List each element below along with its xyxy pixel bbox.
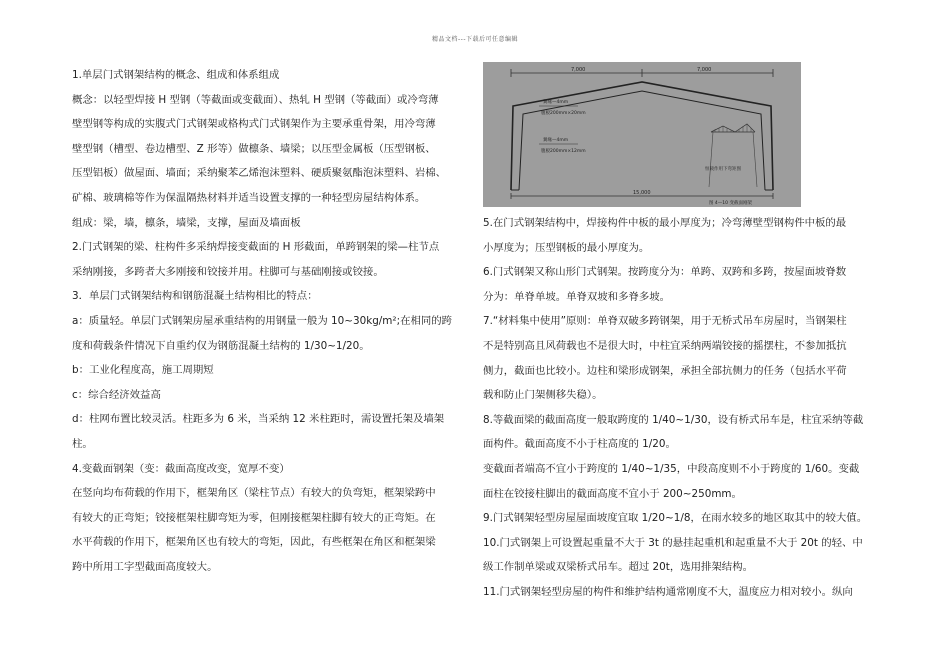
text-line: b：工业化程度高，施工周期短 [72, 364, 214, 377]
dim-top-right: 7,000 [697, 67, 712, 73]
text-line: 跨中所用工字型截面高度较大。 [72, 560, 218, 573]
web-label-2: 腹板200mm×12mm [541, 149, 586, 154]
text-line: 水平荷载的作用下，框架角区也有较大的弯矩，因此，有些框架在角区和框架梁 [72, 536, 436, 549]
text-line: 概念：以轻型焊接 H 型钢（等截面或变截面）、热轧 H 型钢（等截面）或冷弯薄 [72, 93, 439, 106]
text-line: 5.在门式钢架结构中，焊接构件中板的最小厚度为；冷弯薄壁型钢构件中板的最 [483, 217, 847, 229]
text-line: 柱。 [72, 437, 93, 450]
text-line: 有较大的正弯矩；铰接框架柱脚弯矩为零，但刚接框架柱脚有较大的正弯矩。在 [72, 511, 436, 524]
text-line: 2.门式钢架的梁、柱构件多采纳焊接变截面的 H 形截面，单跨钢架的梁—柱节点 [72, 241, 440, 254]
text-line: 在竖向均布荷载的作用下，框架角区（梁柱节点）有较大的负弯矩，框架梁跨中 [72, 487, 436, 500]
text-line: 8.等截面梁的截面高度一般取跨度的 1/40~1/30，设有桥式吊车是，柱宜采纳等截 [483, 413, 864, 426]
load-note: 恒载作用下弯矩图 [705, 167, 741, 172]
text-line: 11.门式钢架轻型房屋的构件和维护结构通常刚度不大，温度应力相对较小。纵向 [483, 585, 853, 598]
text-line: a：质量轻。单层门式钢架房屋承重结构的用钢量一般为 10~30kg/m²;在相同的跨 [72, 314, 453, 327]
text-line: 矿棉、玻璃棉等作为保温隔热材料并适当设置支撑的一种轻型房屋结构体系。 [72, 191, 426, 204]
dim-top-left: 7,000 [571, 67, 586, 73]
flange-label-1: 翼缘—4mm [543, 100, 569, 105]
page-header: 精品文档---下载后可任意编辑 [432, 36, 518, 43]
text-line: 度和荷载条件情况下自重约仅为钢筋混凝土结构的 1/30~1/20。 [72, 339, 370, 352]
text-line: 壁型钢等构成的实腹式门式钢架或格构式门式钢架作为主要承重骨架，用冷弯薄 [72, 118, 436, 131]
text-line: 采纳刚接，多跨者大多刚接和铰接并用。柱脚可与基础刚接或铰接。 [72, 265, 384, 278]
text-line: 3．单层门式钢架结构和钢筋混凝土结构相比的特点： [72, 290, 318, 303]
text-line: 1.单层门式钢架结构的概念、组成和体系组成 [72, 69, 280, 81]
left-column [72, 63, 470, 579]
web-label-1: 腹板200mm×20mm [541, 111, 586, 116]
text-line: 10.门式钢架上可设置起重量不大于 3t 的悬挂起重机和起重量不大于 20t 的轻、中 [483, 536, 863, 549]
right-column [483, 211, 881, 605]
text-line: 面构件。截面高度不小于柱高度的 1/20。 [483, 438, 676, 451]
text-line: 变截面者端高不宜小于跨度的 1/40~1/35，中段高度则不小于跨度的 1/60。变截 [483, 462, 860, 475]
frame-diagram-figure [483, 62, 801, 207]
frame-diagram [483, 62, 801, 207]
text-line: c：综合经济效益高 [72, 388, 161, 401]
text-line: 压型铝板）做屋面、墙面；采纳聚苯乙烯泡沫塑料、硬质聚氨酯泡沫塑料、岩棉、 [72, 167, 447, 180]
text-line: 载和防止门架侧移失稳）。 [483, 389, 603, 402]
text-line: 组成：梁，墙，檩条，墙梁，支撑，屋面及墙面板 [72, 216, 301, 229]
text-line: d：柱网布置比较灵活。柱距多为 6 米，当采纳 12 米柱距时，需设置托架及墙架 [72, 413, 445, 426]
text-line: 小厚度为；压型钢板的最小厚度为。 [483, 241, 650, 254]
text-line: 分为：单脊单坡。单脊双坡和多脊多坡。 [483, 290, 671, 303]
text-line: 9.门式钢架轻型房屋屋面坡度宜取 1/20~1/8，在雨水较多的地区取其中的较大值。 [483, 512, 868, 525]
text-line: 7.“材料集中使用”原则：单脊双破多跨钢架，用于无桥式吊车房屋时，当钢架柱 [483, 315, 847, 328]
text-line: 级工作制单梁或双梁桥式吊车。超过 20t，选用排架结构。 [483, 561, 753, 574]
dim-bottom: 15,000 [633, 190, 651, 196]
text-line: 4.变截面钢架（变：截面高度改变，宽厚不变） [72, 462, 290, 475]
figure-caption: 图 4—10 变截面刚架 [709, 201, 752, 206]
text-line: 面柱在铰接柱脚出的截面高度不宜小于 200~250mm。 [483, 487, 742, 500]
text-line: 6.门式钢架又称山形门式钢架。按跨度分为：单跨、双跨和多跨，按屋面坡脊数 [483, 266, 847, 279]
flange-label-2: 翼缘—4mm [543, 138, 569, 143]
text-line: 侧力，截面也比较小。边柱和梁形成钢架，承担全部抗侧力的任务（包括水平荷 [483, 364, 847, 377]
text-line: 不是特别高且风荷载也不是很大时，中柱宜采纳两端铰接的摇摆柱，不参加抵抗 [483, 339, 847, 352]
text-line: 壁型钢（槽型、卷边槽型、Z 形等）做檩条、墙梁；以压型金属板（压型钢板、 [72, 142, 436, 155]
